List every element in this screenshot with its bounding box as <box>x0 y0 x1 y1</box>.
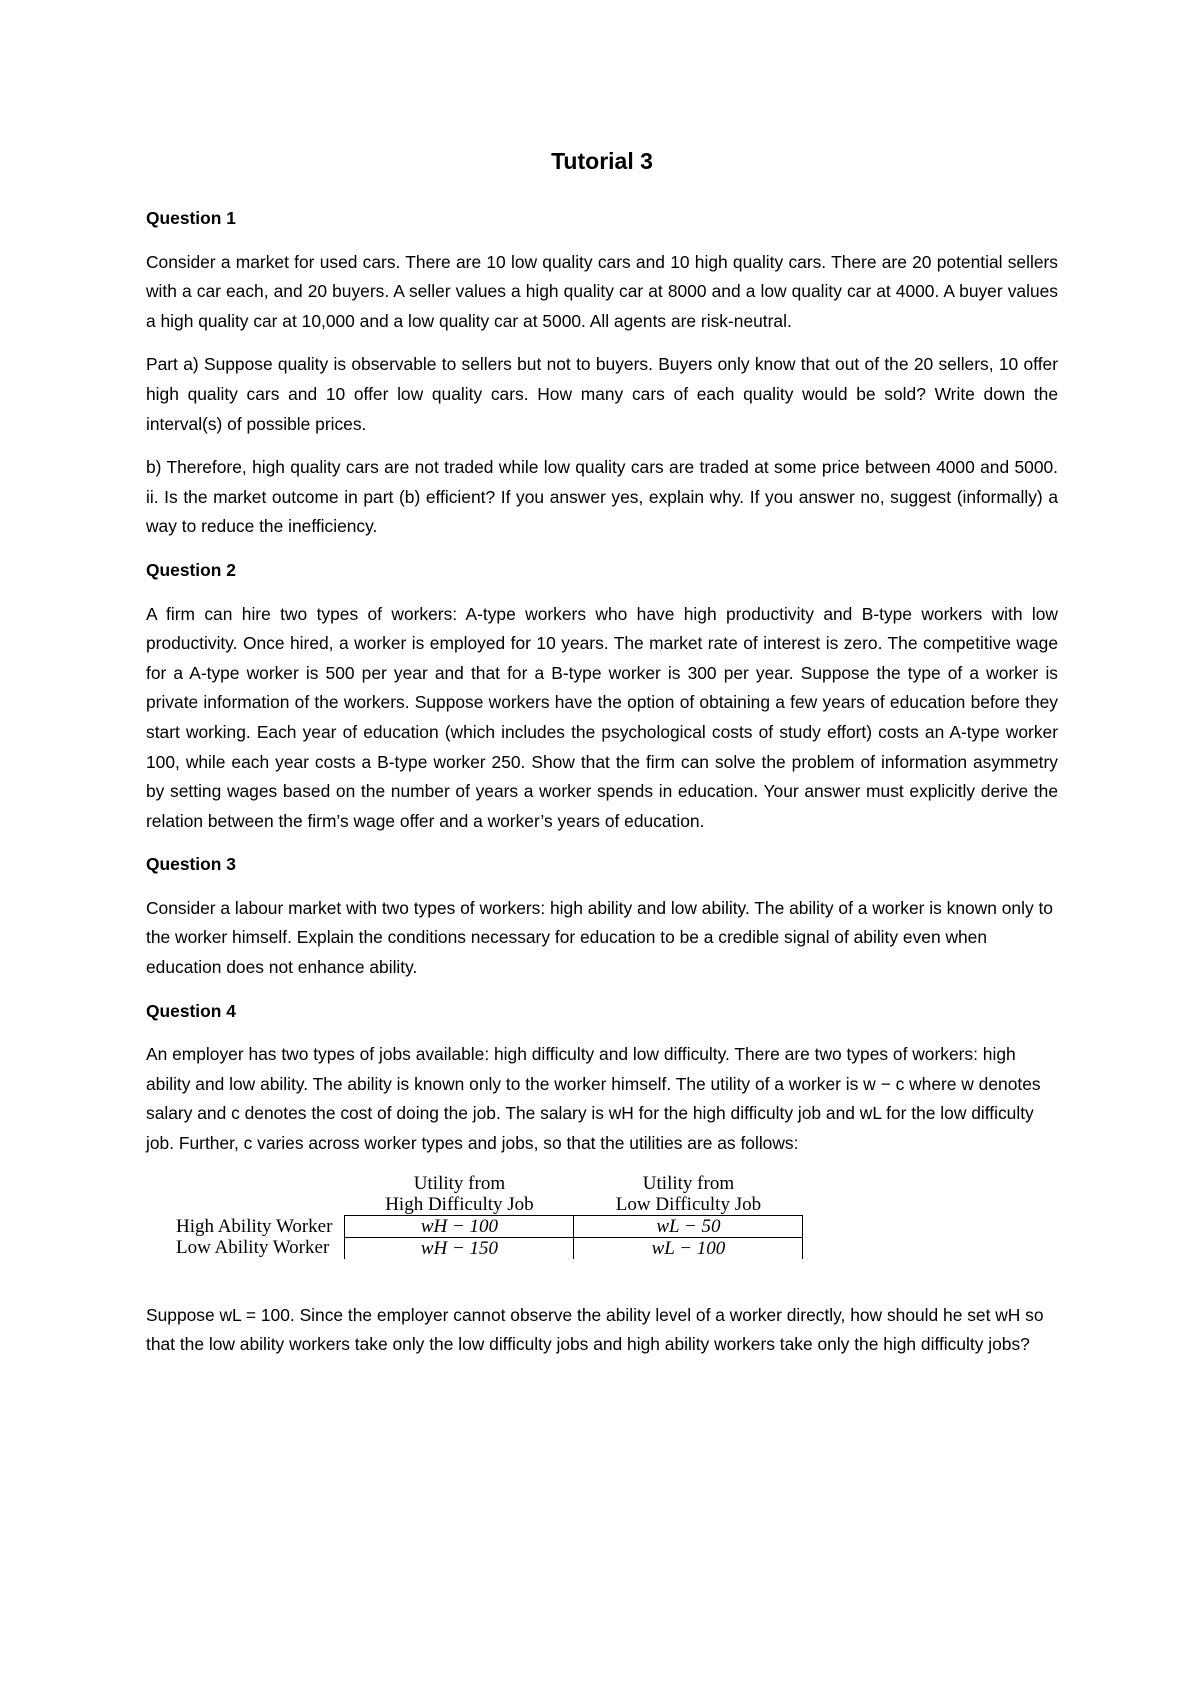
question-1-heading: Question 1 <box>146 208 236 228</box>
question-4-closing: Suppose wL = 100. Since the employer cannot observe the ability level of a worker directly, how should he set wH so that the low ability workers take only the low difficulty jobs and high ability workers take only the high difficulty jobs? <box>146 1304 1044 1355</box>
question-1-paragraph-2: Part a) Suppose quality is observable to sellers but not to buyers. Buyers only know that out of the 20 sellers, 10 offer high quality cars and 10 offer low quality cars. How many cars of each quality would be sold? Write down the interval(s) of possible prices. <box>146 354 1058 434</box>
header-low-line1: Utility from <box>642 1172 735 1194</box>
question-4-paragraph-1: An employer has two types of jobs available: high difficulty and low difficulty. There are two types of workers: high ability and low ability. The ability is known only to the worker himself. The utility of a worker is w − c where w denotes salary and c denotes the cost of doing the job. The salary is wH for the high difficulty job and wL for the low difficulty job. Further, c varies across worker types and jobs, so that the utilities are as follows: <box>146 1044 1041 1154</box>
header-low-line2: Low Difficulty Job <box>615 1193 762 1215</box>
question-3-heading: Question 3 <box>146 854 236 875</box>
question-2-heading: Question 2 <box>146 559 236 580</box>
utility-table-header-high <box>345 1173 574 1216</box>
question-4-heading: Question 4 <box>146 1000 236 1021</box>
row-label-low-ability: Low Ability Worker <box>176 1237 330 1259</box>
question-1-paragraph-3: b) Therefore, high quality cars are not traded while low quality cars are traded at some price between 4000 and 5000. ii. Is the market outcome in part (b) efficient? If you answer yes, explain why. If you answer no, suggest (informally) a way to reduce the inefficiency. <box>146 457 1058 537</box>
page-title: Tutorial 3 <box>551 148 653 174</box>
utility-table-row <box>176 1237 803 1259</box>
utility-table-header-row <box>176 1173 803 1216</box>
question-2-section <box>146 556 1058 836</box>
utility-table <box>176 1173 803 1259</box>
cell-low-ability-high-job: wH − 150 <box>345 1237 574 1259</box>
question-3-section <box>146 850 1058 982</box>
question-2-paragraph-1: A firm can hire two types of workers: A-type workers who have high productivity and B-type workers with low productivity. Once hired, a worker is employed for 10 years. The market rate of interest is zero. The competitive wage for a A-type worker is 500 per year and that for a B-type worker is 300 per year. Suppose the type of a worker is private information of the workers. Suppose workers have the option of obtaining a few years of education before they start working. Each year of education (which includes the psychological costs of study effort) costs an A-type worker 100, while each year costs a B-type worker 250. Show that the firm can solve the problem of information asymmetry by setting wages based on the number of years a worker spends in education. Your answer must explicitly derive the relation between the firm’s wage offer and a worker’s years of education. <box>146 603 1058 831</box>
utility-table-row <box>176 1215 803 1237</box>
utility-table-corner <box>176 1173 345 1216</box>
cell-low-ability-low-job: wL − 100 <box>574 1237 803 1259</box>
cell-high-ability-low-job: wL − 50 <box>574 1215 803 1237</box>
question-1-section <box>146 204 1058 542</box>
cell-high-ability-high-job: wH − 100 <box>345 1215 574 1237</box>
utility-table-header-low <box>574 1173 803 1216</box>
question-4-section <box>146 997 1058 1360</box>
row-label-high-ability: High Ability Worker <box>176 1215 333 1237</box>
question-1-paragraph-1: Consider a market for used cars. There are 10 low quality cars and 10 high quality cars. There are 20 potential sellers with a car each, and 20 buyers. A seller values a high quality car at 8000 and a low quality car at 4000. A buyer values a high quality car at 10,000 and a low quality car at 5000. All agents are risk-neutral. <box>146 251 1058 331</box>
question-3-paragraph-1: Consider a labour market with two types of workers: high ability and low ability. The ability of a worker is known only to the worker himself. Explain the conditions necessary for education to be a credible signal of ability even when education does not enhance ability. <box>146 897 1053 978</box>
header-high-line1: Utility from <box>413 1172 506 1194</box>
header-high-line2: High Difficulty Job <box>385 1193 534 1215</box>
document-body <box>146 204 1058 1374</box>
